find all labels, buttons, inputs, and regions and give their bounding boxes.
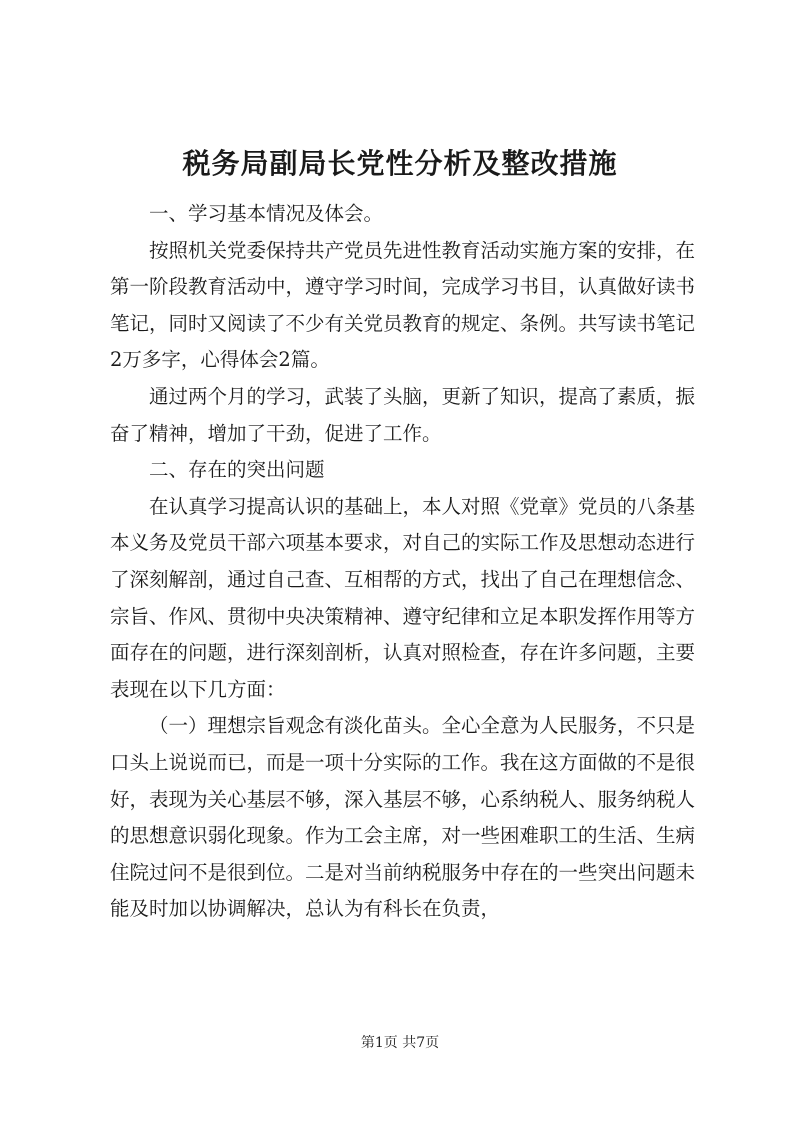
paragraph-problem-one: （一）理想宗旨观念有淡化苗头。全心全意为人民服务，不只是口头上说说而已，而是一项十分实际的工作。我在这方面做的不是很好，表现为关心基层不够，深入基层不够，心系纳税人、服务纳税人的思想意识弱化现象。作为工会主席，对一些困难职工的生活、生病住院过问不是很到位。二是对当前纳税服务中存在的一些突出问题未能及时加以协调解决，总认为有科长在负责，: [110, 714, 696, 921]
document-title: 税务局副局长党性分析及整改措施: [182, 147, 618, 180]
page-footer: 第1页 共7页: [360, 1035, 440, 1051]
section-heading-problems: 二、存在的突出问题: [149, 458, 325, 482]
section-heading-study: 一、学习基本情况及体会。: [149, 202, 384, 225]
paragraph-study-arrangement: 按照机关党委保持共产党员先进性教育活动实施方案的安排，在第一阶段教育活动中，遵守学习时间，完成学习书目，认真做好读书笔记，同时又阅读了不少有关党员教育的规定、条例。共写读书笔记2万多字，心得体会2篇。: [110, 238, 696, 372]
document-body: [110, 196, 695, 928]
paragraph-study-results: 通过两个月的学习，武装了头脑，更新了知识，提高了素质，振奋了精神，增加了干劲，促进了工作。: [110, 384, 696, 445]
paragraph-self-examination: 在认真学习提高认识的基础上，本人对照《党章》党员的八条基本义务及党员干部六项基本要求，对自己的实际工作及思想动态进行了深刻解剖，通过自己查、互相帮的方式，找出了自己在理想信念、宗旨、作风、贯彻中央决策精神、遵守纪律和立足本职发挥作用等方面存在的问题，进行深刻剖析，认真对照检查，存在许多问题，主要表现在以下几方面：: [110, 494, 696, 701]
